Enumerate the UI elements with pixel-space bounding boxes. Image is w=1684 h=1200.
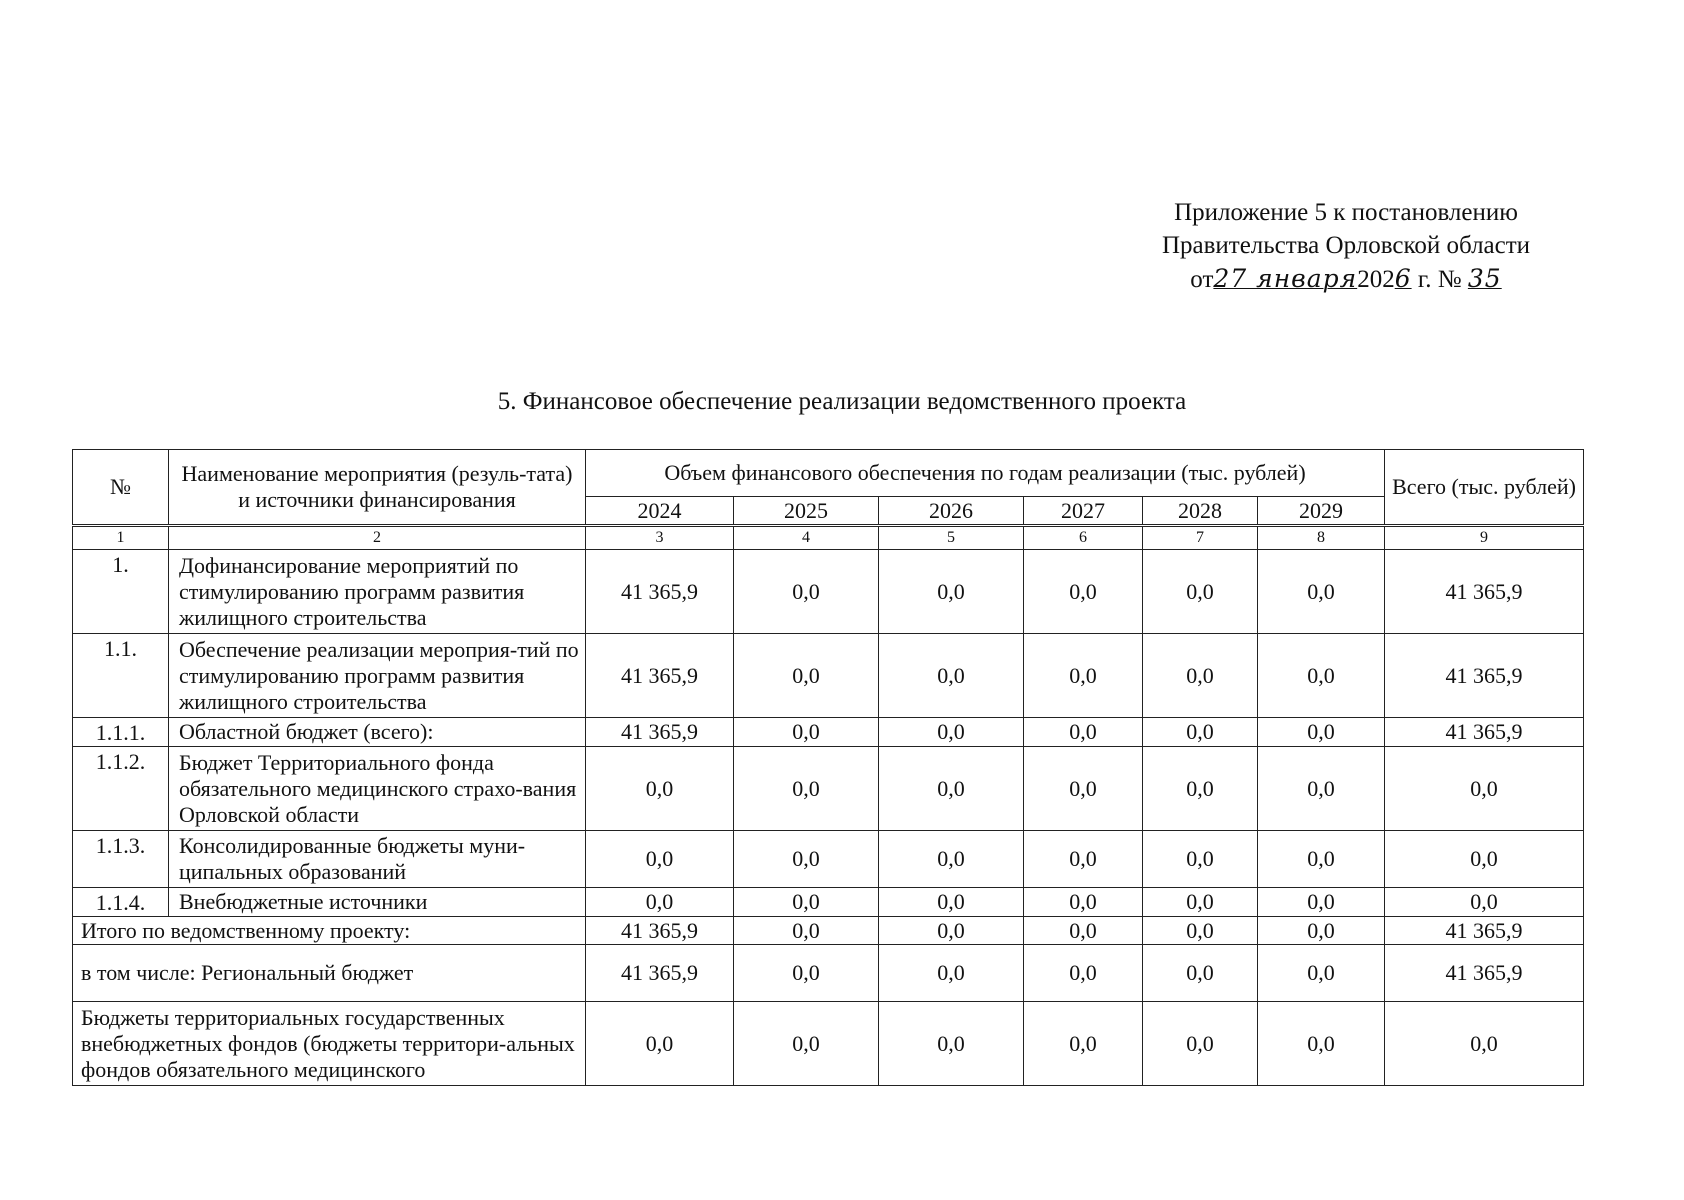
value-cell: 0,0 xyxy=(1024,831,1143,888)
value-cell: 0,0 xyxy=(1258,718,1385,747)
value-cell: 0,0 xyxy=(879,550,1024,634)
value-cell: 0,0 xyxy=(1143,718,1258,747)
value-cell: 0,0 xyxy=(586,831,734,888)
value-cell: 0,0 xyxy=(879,1002,1024,1086)
column-number: 8 xyxy=(1258,526,1385,550)
value-cell: 0,0 xyxy=(879,634,1024,718)
row-number: 1. xyxy=(73,550,169,634)
value-cell: 0,0 xyxy=(734,945,879,1002)
value-cell: 0,0 xyxy=(879,917,1024,945)
value-cell: 0,0 xyxy=(1258,550,1385,634)
summary-name: Бюджеты территориальных государственных внебюджетных фондов (бюджеты территори-альных фондов обязательного медицинского xyxy=(73,1002,586,1086)
row-name: Обеспечение реализации мероприя-тий по стимулированию программ развития жилищного строительства xyxy=(169,634,586,718)
financing-table xyxy=(72,449,1584,1086)
row-number: 1.1.2. xyxy=(73,747,169,831)
summary-row xyxy=(73,1002,1584,1086)
summary-row xyxy=(73,917,1584,945)
value-cell: 41 365,9 xyxy=(586,945,734,1002)
value-cell: 0,0 xyxy=(1258,917,1385,945)
year-print: 202 xyxy=(1357,266,1395,293)
value-cell: 0,0 xyxy=(1024,634,1143,718)
header-no: № xyxy=(73,450,169,526)
row-name: Бюджет Территориального фонда обязательного медицинского страхо-вания Орловской области xyxy=(169,747,586,831)
summary-row xyxy=(73,945,1584,1002)
value-cell: 0,0 xyxy=(1143,888,1258,917)
row-number: 1.1.1. xyxy=(73,718,169,747)
column-number: 7 xyxy=(1143,526,1258,550)
column-number: 5 xyxy=(879,526,1024,550)
value-cell: 0,0 xyxy=(1258,888,1385,917)
appendix-line-1: Приложение 5 к постановлению xyxy=(1174,199,1518,226)
value-cell: 0,0 xyxy=(1024,917,1143,945)
table-row xyxy=(73,747,1584,831)
value-cell: 41 365,9 xyxy=(586,550,734,634)
header-year: 2029 xyxy=(1258,497,1385,526)
value-cell: 0,0 xyxy=(1024,550,1143,634)
handwritten-number: 35 xyxy=(1467,264,1502,293)
total-cell: 41 365,9 xyxy=(1385,917,1584,945)
value-cell: 0,0 xyxy=(1258,747,1385,831)
column-number: 1 xyxy=(73,526,169,550)
value-cell: 0,0 xyxy=(734,747,879,831)
value-cell: 0,0 xyxy=(586,888,734,917)
header-volume: Объем финансового обеспечения по годам реализации (тыс. рублей) xyxy=(586,450,1385,497)
row-name: Консолидированные бюджеты муни-ципальных образований xyxy=(169,831,586,888)
header-name: Наименование мероприятия (резуль-тата) и источники финансирования xyxy=(169,450,586,526)
value-cell: 0,0 xyxy=(1258,634,1385,718)
value-cell: 0,0 xyxy=(1024,945,1143,1002)
value-cell: 0,0 xyxy=(879,945,1024,1002)
row-number: 1.1. xyxy=(73,634,169,718)
column-number: 2 xyxy=(169,526,586,550)
value-cell: 0,0 xyxy=(734,634,879,718)
value-cell: 0,0 xyxy=(1024,1002,1143,1086)
number-prefix: г. № xyxy=(1417,266,1462,293)
value-cell: 0,0 xyxy=(1258,831,1385,888)
value-cell: 0,0 xyxy=(734,888,879,917)
value-cell: 0,0 xyxy=(734,831,879,888)
row-name: Областной бюджет (всего): xyxy=(169,718,586,747)
row-name: Внебюджетные источники xyxy=(169,888,586,917)
value-cell: 0,0 xyxy=(586,1002,734,1086)
header-year: 2027 xyxy=(1024,497,1143,526)
value-cell: 0,0 xyxy=(1258,1002,1385,1086)
total-cell: 0,0 xyxy=(1385,1002,1584,1086)
column-number: 4 xyxy=(734,526,879,550)
header-row-1 xyxy=(73,450,1584,497)
value-cell: 0,0 xyxy=(879,747,1024,831)
handwritten-date: 27 января xyxy=(1213,264,1358,293)
row-number: 1.1.4. xyxy=(73,888,169,917)
value-cell: 0,0 xyxy=(879,718,1024,747)
appendix-header xyxy=(1116,196,1576,296)
appendix-line-2: Правительства Орловской области xyxy=(1161,232,1531,259)
date-prefix: от xyxy=(1190,266,1214,293)
total-cell: 41 365,9 xyxy=(1385,550,1584,634)
value-cell: 41 365,9 xyxy=(586,634,734,718)
header-total: Всего (тыс. рублей) xyxy=(1385,450,1584,526)
header-year: 2025 xyxy=(734,497,879,526)
table-row xyxy=(73,831,1584,888)
column-number: 9 xyxy=(1385,526,1584,550)
value-cell: 0,0 xyxy=(1143,831,1258,888)
total-cell: 41 365,9 xyxy=(1385,945,1584,1002)
handwritten-year-digit: 6 xyxy=(1394,264,1412,293)
value-cell: 0,0 xyxy=(1143,634,1258,718)
header-year: 2026 xyxy=(879,497,1024,526)
value-cell: 0,0 xyxy=(1143,550,1258,634)
summary-name: в том числе: Региональный бюджет xyxy=(73,945,586,1002)
value-cell: 0,0 xyxy=(1143,1002,1258,1086)
column-number: 6 xyxy=(1024,526,1143,550)
value-cell: 0,0 xyxy=(1143,917,1258,945)
value-cell: 0,0 xyxy=(734,1002,879,1086)
value-cell: 0,0 xyxy=(1024,747,1143,831)
column-number: 3 xyxy=(586,526,734,550)
header-year: 2024 xyxy=(586,497,734,526)
value-cell: 0,0 xyxy=(1143,945,1258,1002)
table-row xyxy=(73,634,1584,718)
total-cell: 0,0 xyxy=(1385,747,1584,831)
row-number: 1.1.3. xyxy=(73,831,169,888)
header-year: 2028 xyxy=(1143,497,1258,526)
table-row xyxy=(73,718,1584,747)
total-cell: 0,0 xyxy=(1385,888,1584,917)
total-cell: 0,0 xyxy=(1385,831,1584,888)
column-number-row xyxy=(73,526,1584,550)
value-cell: 0,0 xyxy=(734,550,879,634)
document-title: 5. Финансовое обеспечение реализации ведомственного проекта xyxy=(497,388,1187,415)
value-cell: 41 365,9 xyxy=(586,917,734,945)
value-cell: 0,0 xyxy=(1024,888,1143,917)
total-cell: 41 365,9 xyxy=(1385,634,1584,718)
value-cell: 0,0 xyxy=(734,917,879,945)
value-cell: 0,0 xyxy=(1258,945,1385,1002)
value-cell: 0,0 xyxy=(1024,718,1143,747)
table-row xyxy=(73,550,1584,634)
table-row xyxy=(73,888,1584,917)
value-cell: 0,0 xyxy=(734,718,879,747)
value-cell: 0,0 xyxy=(586,747,734,831)
row-name: Дофинансирование мероприятий по стимулированию программ развития жилищного строительства xyxy=(169,550,586,634)
value-cell: 41 365,9 xyxy=(586,718,734,747)
total-cell: 41 365,9 xyxy=(1385,718,1584,747)
value-cell: 0,0 xyxy=(879,831,1024,888)
value-cell: 0,0 xyxy=(1143,747,1258,831)
appendix-line-3 xyxy=(1116,262,1576,296)
value-cell: 0,0 xyxy=(879,888,1024,917)
summary-name: Итого по ведомственному проекту: xyxy=(73,917,586,945)
